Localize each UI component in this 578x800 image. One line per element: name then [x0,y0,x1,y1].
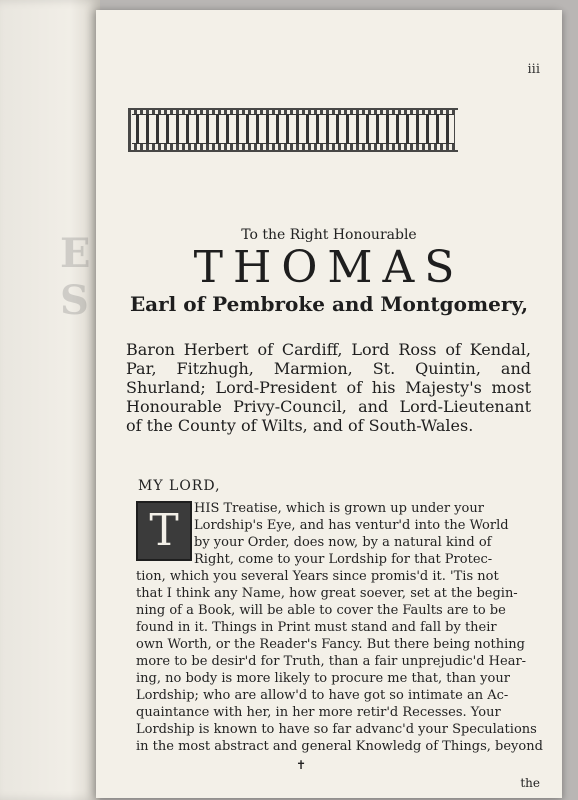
body-line: Lordship's Eye, and has ventur'd into the World [194,518,509,533]
facing-page-bleed-mark: E S [60,230,91,324]
catchword: the [520,776,540,790]
body-line: own Worth, or the Reader's Fancy. But there being nothing [136,637,525,652]
addressee-line: To the Right Honourable [241,227,417,243]
dedicatee-name: THOMAS [193,242,465,293]
body-line: quaintance with her, in her more retir'd Recesses. Your [136,705,501,720]
ornamental-headpiece-band [132,114,454,144]
book-page [96,10,562,798]
body-line: found in it. Things in Print must stand and fall by their [136,620,497,635]
body-line: Lordship is known to have so far advanc'd your Speculations [136,722,537,737]
salutation: MY LORD, [138,478,221,494]
body-line: that I think any Name, how great soever, set at the begin- [136,586,518,601]
body-line: Lordship; who are allow'd to have got so intimate an Ac- [136,688,509,703]
dedication-body [136,500,551,755]
body-line: ning of a Book, will be able to cover the Faults are to be [136,603,506,618]
decorated-initial: T [136,501,192,561]
facing-page [0,0,100,800]
body-line: by your Order, does now, by a natural kind of [194,535,492,550]
body-line: in the most abstract and general Knowledg of Things, beyond [136,739,543,754]
body-line: ing, no body is more likely to procure me that, than your [136,671,510,686]
dedicatee-title: Earl of Pembroke and Montgomery, [129,292,529,316]
body-line: more to be desir'd for Truth, than a fair unprejudic'd Hear- [136,654,527,669]
body-line: tion, which you several Years since promis'd it. 'Tis not [136,569,499,584]
page-number: iii [527,62,540,77]
body-line: HIS Treatise, which is grown up under your [194,501,484,516]
signature-mark: ✝ [296,758,307,772]
body-line: Right, come to your Lordship for that Protec- [194,552,493,567]
dedicatee-honours: Baron Herbert of Cardiff, Lord Ross of Kendal, Par, Fitzhugh, Marmion, St. Quintin, and Shurland; Lord-President of his Majesty's most Honourable Privy-Council, and Lord-Lieutenant of the County of Wilts, and of South-Wales. [126,340,531,435]
